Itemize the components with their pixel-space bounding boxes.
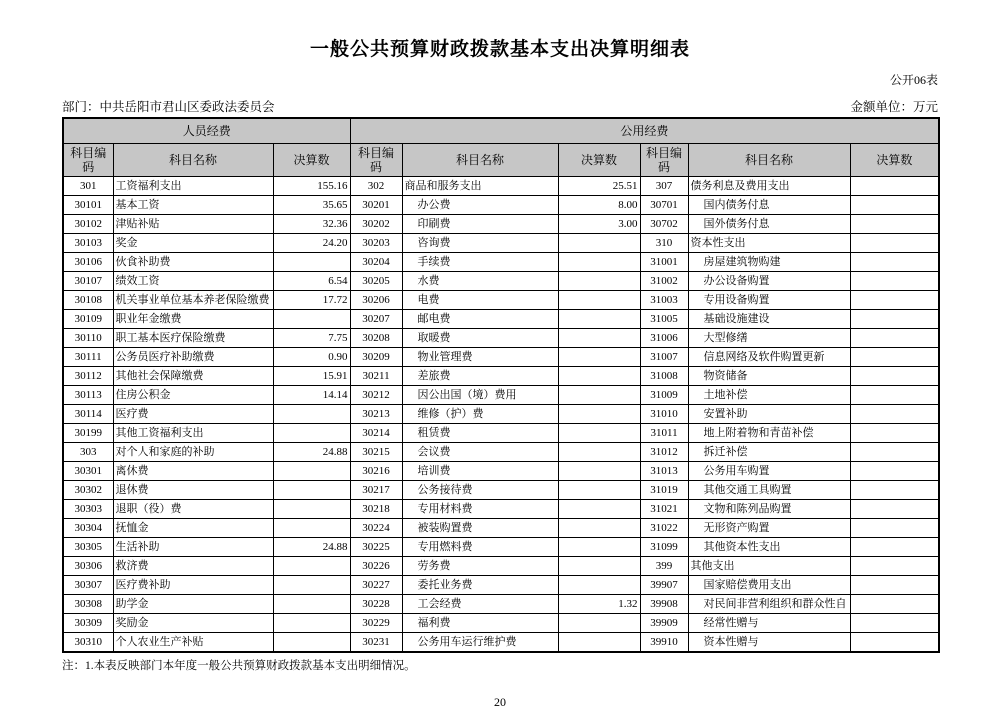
subject-name-cell: 差旅费 [402,367,558,386]
table-row [63,367,939,386]
amount-cell [850,557,939,576]
amount-cell [273,576,350,595]
subject-name-cell: 退职（役）费 [113,500,273,519]
amount-cell: 7.75 [273,329,350,348]
subject-name-cell: 电费 [402,291,558,310]
subject-name-cell: 对个人和家庭的补助 [113,443,273,462]
subject-name-cell: 国外债务付息 [688,215,850,234]
group-header-row [63,118,939,144]
subject-name-cell: 其他交通工具购置 [688,481,850,500]
department-label: 部门：中共岳阳市君山区委政法委员会 [62,100,275,114]
amount-cell [558,443,640,462]
amount-cell [850,481,939,500]
subject-code-cell: 30204 [350,253,402,272]
amount-cell [558,576,640,595]
amount-cell: 0.90 [273,348,350,367]
subject-code-cell: 301 [63,177,113,196]
subject-name-cell: 专用燃料费 [402,538,558,557]
subject-code-cell: 30107 [63,272,113,291]
amount-cell [558,291,640,310]
subject-name-cell: 安置补助 [688,405,850,424]
subject-name-cell: 专用材料费 [402,500,558,519]
subject-code-cell: 31001 [640,253,688,272]
amount-cell [558,234,640,253]
subject-name-cell: 会议费 [402,443,558,462]
subject-code-cell: 31019 [640,481,688,500]
page-number: 20 [494,695,506,709]
amount-cell [273,481,350,500]
subject-name-cell: 工会经费 [402,595,558,614]
table-row [63,424,939,443]
subject-code-cell: 30308 [63,595,113,614]
subject-name-cell: 福利费 [402,614,558,633]
amount-cell [558,519,640,538]
table-row [63,614,939,633]
subject-name-cell: 奖励金 [113,614,273,633]
subject-name-cell: 土地补偿 [688,386,850,405]
amount-cell [850,329,939,348]
subject-name-cell: 大型修缮 [688,329,850,348]
amount-cell [558,310,640,329]
subject-name-cell: 伙食补助费 [113,253,273,272]
subject-code-cell: 399 [640,557,688,576]
subject-code-cell: 30227 [350,576,402,595]
column-header-subject-code: 科目编码 [640,144,688,177]
subject-code-cell: 30199 [63,424,113,443]
table-row [63,576,939,595]
subject-code-cell: 39910 [640,633,688,653]
subject-code-cell: 31003 [640,291,688,310]
amount-cell: 24.20 [273,234,350,253]
amount-cell [273,557,350,576]
amount-cell [558,329,640,348]
subject-name-cell: 办公设备购置 [688,272,850,291]
subject-code-cell: 30216 [350,462,402,481]
amount-cell [850,386,939,405]
column-header-amount: 决算数 [558,144,640,177]
amount-cell [558,272,640,291]
amount-cell [558,500,640,519]
amount-cell: 24.88 [273,538,350,557]
subject-code-cell: 31010 [640,405,688,424]
subject-name-cell: 其他资本性支出 [688,538,850,557]
column-header-subject-name: 科目名称 [402,144,558,177]
subject-code-cell: 30306 [63,557,113,576]
subject-name-cell: 培训费 [402,462,558,481]
subject-name-cell: 住房公积金 [113,386,273,405]
table-row [63,215,939,234]
subject-name-cell: 助学金 [113,595,273,614]
subject-code-cell: 30303 [63,500,113,519]
subject-name-cell: 租赁费 [402,424,558,443]
subject-name-cell: 手续费 [402,253,558,272]
subject-code-cell: 30202 [350,215,402,234]
table-row [63,519,939,538]
subject-code-cell: 30213 [350,405,402,424]
amount-cell [850,177,939,196]
subject-name-cell: 其他工资福利支出 [113,424,273,443]
subject-code-cell: 31021 [640,500,688,519]
subject-name-cell: 机关事业单位基本养老保险缴费 [113,291,273,310]
amount-cell [558,481,640,500]
subject-name-cell: 医疗费补助 [113,576,273,595]
subject-name-cell: 职工基本医疗保险缴费 [113,329,273,348]
amount-cell [850,215,939,234]
subject-code-cell: 30209 [350,348,402,367]
amount-cell [558,367,640,386]
amount-cell [850,443,939,462]
subject-code-cell: 30701 [640,196,688,215]
subject-name-cell: 公务员医疗补助缴费 [113,348,273,367]
subject-name-cell: 对民间非营利组织和群众性自 [688,595,850,614]
subject-name-cell: 国家赔偿费用支出 [688,576,850,595]
subject-code-cell: 30212 [350,386,402,405]
subject-name-cell: 因公出国（境）费用 [402,386,558,405]
amount-cell [558,538,640,557]
group-header-personnel: 人员经费 [63,118,350,144]
table-row [63,272,939,291]
table-row [63,329,939,348]
subject-code-cell: 31002 [640,272,688,291]
subject-code-cell: 302 [350,177,402,196]
subject-name-cell: 专用设备购置 [688,291,850,310]
subject-code-cell: 30102 [63,215,113,234]
table-row [63,386,939,405]
subject-name-cell: 个人农业生产补贴 [113,633,273,653]
amount-cell [558,348,640,367]
subject-name-cell: 基础设施建设 [688,310,850,329]
subject-code-cell: 30225 [350,538,402,557]
subject-name-cell: 商品和服务支出 [402,177,558,196]
amount-cell [273,519,350,538]
subject-name-cell: 物资储备 [688,367,850,386]
subject-name-cell: 基本工资 [113,196,273,215]
subject-code-cell: 31099 [640,538,688,557]
column-header-subject-name: 科目名称 [688,144,850,177]
subject-code-cell: 30208 [350,329,402,348]
subject-code-cell: 30302 [63,481,113,500]
subject-code-cell: 30702 [640,215,688,234]
meta-row [62,97,938,115]
subject-code-cell: 30215 [350,443,402,462]
table-code-label: 公开06表 [889,73,938,87]
amount-cell: 14.14 [273,386,350,405]
subject-name-cell: 水费 [402,272,558,291]
subject-name-cell: 其他社会保障缴费 [113,367,273,386]
subject-name-cell: 退休费 [113,481,273,500]
amount-cell [558,386,640,405]
amount-cell [850,519,939,538]
subject-code-cell: 39908 [640,595,688,614]
amount-cell [850,633,939,653]
table-row [63,253,939,272]
amount-cell [850,576,939,595]
amount-cell [850,614,939,633]
subject-code-cell: 30109 [63,310,113,329]
subject-code-cell: 31007 [640,348,688,367]
subject-name-cell: 资本性支出 [688,234,850,253]
subject-name-cell: 津贴补贴 [113,215,273,234]
subject-code-cell: 30301 [63,462,113,481]
amount-cell [558,253,640,272]
subject-code-cell: 30228 [350,595,402,614]
amount-cell: 35.65 [273,196,350,215]
subject-code-cell: 30304 [63,519,113,538]
amount-cell [850,367,939,386]
subject-code-cell: 30217 [350,481,402,500]
subject-name-cell: 办公费 [402,196,558,215]
column-header-row [63,144,939,177]
amount-cell [850,595,939,614]
table-row [63,481,939,500]
table-row [63,595,939,614]
subject-code-cell: 30224 [350,519,402,538]
subject-code-cell: 30206 [350,291,402,310]
column-header-subject-code: 科目编码 [350,144,402,177]
subject-name-cell: 救济费 [113,557,273,576]
subject-name-cell: 取暖费 [402,329,558,348]
subject-name-cell: 医疗费 [113,405,273,424]
subject-name-cell: 邮电费 [402,310,558,329]
subject-name-cell: 公务用车购置 [688,462,850,481]
subject-code-cell: 39907 [640,576,688,595]
subject-code-cell: 30103 [63,234,113,253]
subject-code-cell: 30307 [63,576,113,595]
subject-code-cell: 31022 [640,519,688,538]
subject-code-cell: 31008 [640,367,688,386]
table-row [63,538,939,557]
subject-name-cell: 咨询费 [402,234,558,253]
amount-cell: 155.16 [273,177,350,196]
subject-name-cell: 公务用车运行维护费 [402,633,558,653]
subject-name-cell: 信息网络及软件购置更新 [688,348,850,367]
amount-cell [850,196,939,215]
amount-cell: 15.91 [273,367,350,386]
amount-cell [558,424,640,443]
subject-name-cell: 地上附着物和青苗补偿 [688,424,850,443]
amount-cell: 24.88 [273,443,350,462]
amount-cell: 8.00 [558,196,640,215]
amount-cell [273,462,350,481]
amount-cell [558,405,640,424]
subject-code-cell: 30203 [350,234,402,253]
subject-code-cell: 31012 [640,443,688,462]
subject-code-cell: 31006 [640,329,688,348]
amount-cell [850,405,939,424]
subject-code-cell: 30108 [63,291,113,310]
subject-name-cell: 经常性赠与 [688,614,850,633]
subject-code-cell: 30214 [350,424,402,443]
subject-name-cell: 公务接待费 [402,481,558,500]
subject-name-cell: 其他支出 [688,557,850,576]
amount-cell [850,538,939,557]
table-row [63,462,939,481]
group-header-public: 公用经费 [350,118,939,144]
table-row [63,310,939,329]
amount-cell [273,633,350,653]
subject-code-cell: 30101 [63,196,113,215]
subject-code-cell: 30110 [63,329,113,348]
amount-cell [850,424,939,443]
subject-name-cell: 工资福利支出 [113,177,273,196]
column-header-subject-name: 科目名称 [113,144,273,177]
subject-code-cell: 31005 [640,310,688,329]
subject-code-cell: 31009 [640,386,688,405]
document-page [62,0,938,710]
subject-name-cell: 文物和陈列品购置 [688,500,850,519]
subject-code-cell: 30229 [350,614,402,633]
amount-cell [273,595,350,614]
subject-code-cell: 30111 [63,348,113,367]
amount-cell [273,405,350,424]
amount-cell [273,253,350,272]
subject-code-cell: 30231 [350,633,402,653]
amount-cell [850,462,939,481]
subject-code-cell: 30113 [63,386,113,405]
subject-name-cell: 物业管理费 [402,348,558,367]
subject-code-cell: 30114 [63,405,113,424]
amount-cell: 32.36 [273,215,350,234]
amount-cell [850,348,939,367]
table-body [63,177,939,653]
amount-cell [850,272,939,291]
amount-cell: 6.54 [273,272,350,291]
subject-name-cell: 拆迁补偿 [688,443,850,462]
amount-cell [273,500,350,519]
column-header-amount: 决算数 [273,144,350,177]
subject-name-cell: 被装购置费 [402,519,558,538]
amount-cell [850,253,939,272]
subject-name-cell: 无形资产购置 [688,519,850,538]
amount-cell: 1.32 [558,595,640,614]
table-row [63,177,939,196]
subject-code-cell: 303 [63,443,113,462]
table-row [63,557,939,576]
amount-cell [558,462,640,481]
subject-code-cell: 30211 [350,367,402,386]
subject-code-cell: 30310 [63,633,113,653]
amount-cell [850,291,939,310]
table-row [63,348,939,367]
subject-name-cell: 维修（护）费 [402,405,558,424]
subject-code-cell: 30218 [350,500,402,519]
table-row [63,291,939,310]
footnote: 注：1.本表反映部门本年度一般公共预算财政拨款基本支出明细情况。 [62,660,416,672]
subject-name-cell: 生活补助 [113,538,273,557]
unit-label: 金额单位：万元 [850,100,938,114]
subject-code-cell: 30309 [63,614,113,633]
subject-code-cell: 307 [640,177,688,196]
subject-name-cell: 房屋建筑物购建 [688,253,850,272]
table-row [63,234,939,253]
table-row [63,500,939,519]
table-row [63,405,939,424]
subject-code-cell: 30205 [350,272,402,291]
amount-cell [558,633,640,653]
subject-code-cell: 30112 [63,367,113,386]
subject-name-cell: 国内债务付息 [688,196,850,215]
amount-cell [558,614,640,633]
page-title: 一般公共预算财政拨款基本支出决算明细表 [309,39,690,60]
subject-name-cell: 劳务费 [402,557,558,576]
amount-cell [850,500,939,519]
subject-code-cell: 30201 [350,196,402,215]
subject-code-cell: 31011 [640,424,688,443]
amount-cell: 17.72 [273,291,350,310]
subject-name-cell: 资本性赠与 [688,633,850,653]
table-row [63,196,939,215]
column-header-subject-code: 科目编码 [63,144,113,177]
subject-name-cell: 绩效工资 [113,272,273,291]
amount-cell [850,310,939,329]
subject-name-cell: 奖金 [113,234,273,253]
subject-code-cell: 30305 [63,538,113,557]
subject-code-cell: 39909 [640,614,688,633]
subject-code-cell: 30106 [63,253,113,272]
amount-cell [273,310,350,329]
subject-name-cell: 离休费 [113,462,273,481]
budget-table [62,117,940,653]
amount-cell [850,234,939,253]
amount-cell: 3.00 [558,215,640,234]
subject-code-cell: 30226 [350,557,402,576]
subject-name-cell: 委托业务费 [402,576,558,595]
amount-cell [558,557,640,576]
subject-name-cell: 印刷费 [402,215,558,234]
subject-name-cell: 抚恤金 [113,519,273,538]
table-row [63,633,939,653]
subject-code-cell: 310 [640,234,688,253]
subject-name-cell: 职业年金缴费 [113,310,273,329]
amount-cell: 25.51 [558,177,640,196]
column-header-amount: 决算数 [850,144,939,177]
subject-code-cell: 31013 [640,462,688,481]
subject-name-cell: 债务利息及费用支出 [688,177,850,196]
subject-code-cell: 30207 [350,310,402,329]
table-row [63,443,939,462]
amount-cell [273,614,350,633]
amount-cell [273,424,350,443]
